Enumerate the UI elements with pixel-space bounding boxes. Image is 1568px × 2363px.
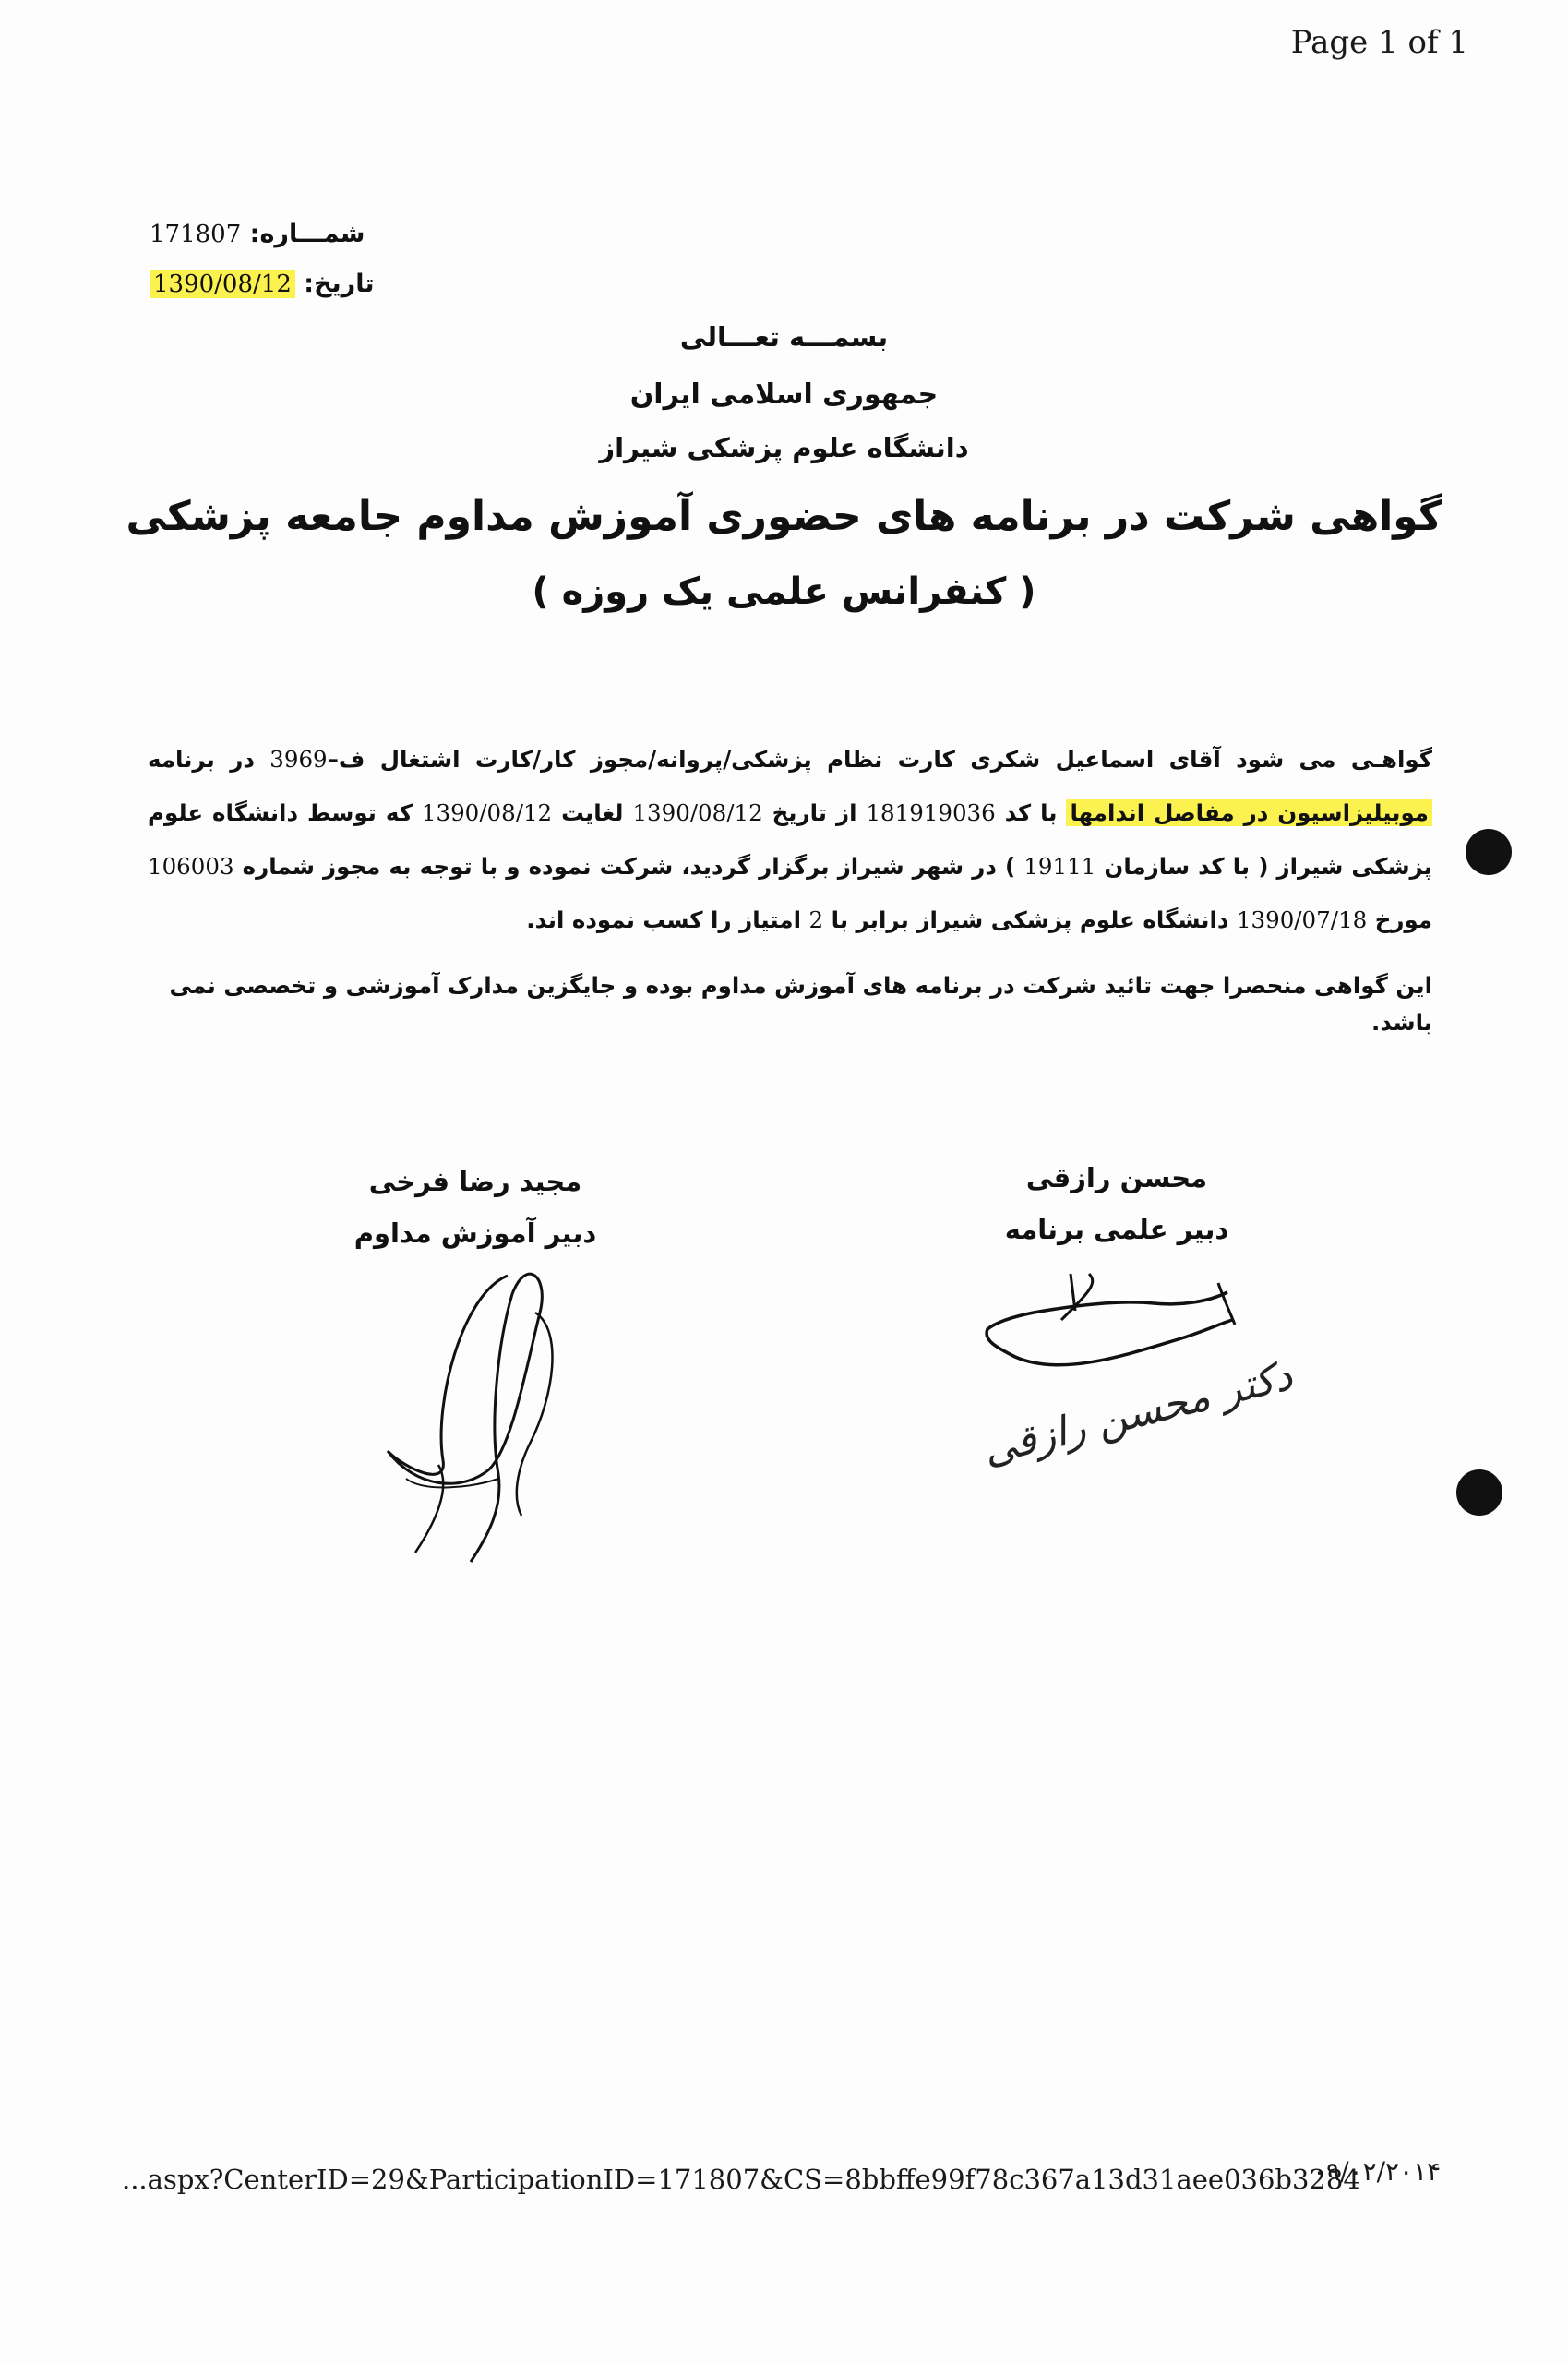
signer-title: دبیر آموزش مداوم [353, 1217, 597, 1249]
body-text-9: دانشگاه علوم پزشکی شیراز برابر با [831, 906, 1229, 933]
program-code: 181919036 [866, 799, 996, 826]
body-text-1: گواهـی می شود آقای اسماعیل شکری کارت نظام پزشکی/پروانه/مجوز کار/کارت اشتغال ف– [327, 746, 1432, 773]
document-date [150, 270, 374, 298]
certificate-paragraph [148, 733, 1432, 947]
card-number: 3969 [269, 746, 328, 773]
footer-url: ...aspx?CenterID=29&ParticipationID=171807&CS=8bbffe99f78c367a13d31aee036b3284 [122, 2164, 1360, 2195]
program-name: موبیلیزاسیون در مفاصل اندامها [1066, 799, 1432, 826]
signer-continuing-education [318, 1156, 632, 1259]
document-date-value: 1390/08/12 [150, 270, 295, 298]
page-indicator: Page 1 of 1 [1290, 24, 1468, 61]
bismillah-heading: بسمـــه تعـــالی [679, 321, 889, 353]
body-text-4: از تاریخ [772, 799, 857, 826]
body-text-5: لغایت [561, 799, 624, 826]
body-text-3: با کد [1004, 799, 1058, 826]
certificate-subtitle: ( کنفرانس علمی یک روزه ) [532, 570, 1036, 613]
organization-code: 19111 [1023, 853, 1096, 880]
date-from: 1390/08/12 [632, 799, 763, 826]
date-to: 1390/08/12 [421, 799, 553, 826]
permit-date: 1390/07/18 [1236, 906, 1368, 933]
body-text-2: در برنامه [148, 746, 255, 773]
signer-scientific-secretary [960, 1152, 1274, 1255]
certificate-body [148, 733, 1432, 947]
body-text-7: ) در شهر شیراز برگزار گردید، شرکت نموده و با توجه به مجوز شماره [242, 853, 1016, 880]
permit-number: 106003 [148, 853, 234, 880]
handwritten-signature-name: دکتر محسن رازقی [978, 1351, 1298, 1475]
document-number [150, 220, 365, 248]
body-text-10: امتیاز را کسب نموده اند. [526, 906, 801, 933]
document-number-value: 171807 [150, 221, 242, 248]
document-date-label: تاریخ: [304, 270, 375, 298]
punch-hole [1456, 1469, 1502, 1516]
body-text-8: مورخ [1374, 906, 1432, 933]
certificate-title: گواهی شرکت در برنامه های حضوری آموزش مداوم جامعه پزشکی [126, 493, 1442, 540]
republic-heading: جمهوری اسلامی ایران [629, 378, 939, 411]
university-heading: دانشگاه علوم پزشکی شیراز [599, 432, 969, 463]
certificate-note: این گواهی منحصرا جهت تائید شرکت در برنامه های آموزش مداوم بوده و جایگزین مدارک آموزشی و تخصصی نمی باشد. [169, 972, 1432, 1036]
signer-name: مجید رضا فرخی [368, 1166, 582, 1197]
punch-hole [1466, 829, 1512, 875]
document-number-label: شمـــاره: [249, 220, 365, 248]
body-text-6: که توسط دانشگاه علوم پزشکی شیراز ( با کد سازمان [148, 799, 1433, 880]
credit-points: 2 [808, 906, 824, 933]
signer-name: محسن رازقی [1025, 1162, 1208, 1193]
signature-left [351, 1257, 591, 1571]
signer-title: دبیر علمی برنامه [1004, 1214, 1229, 1245]
footer-print-date: ۰۹/۰۲/۲۰۱۴ [1312, 2156, 1442, 2187]
